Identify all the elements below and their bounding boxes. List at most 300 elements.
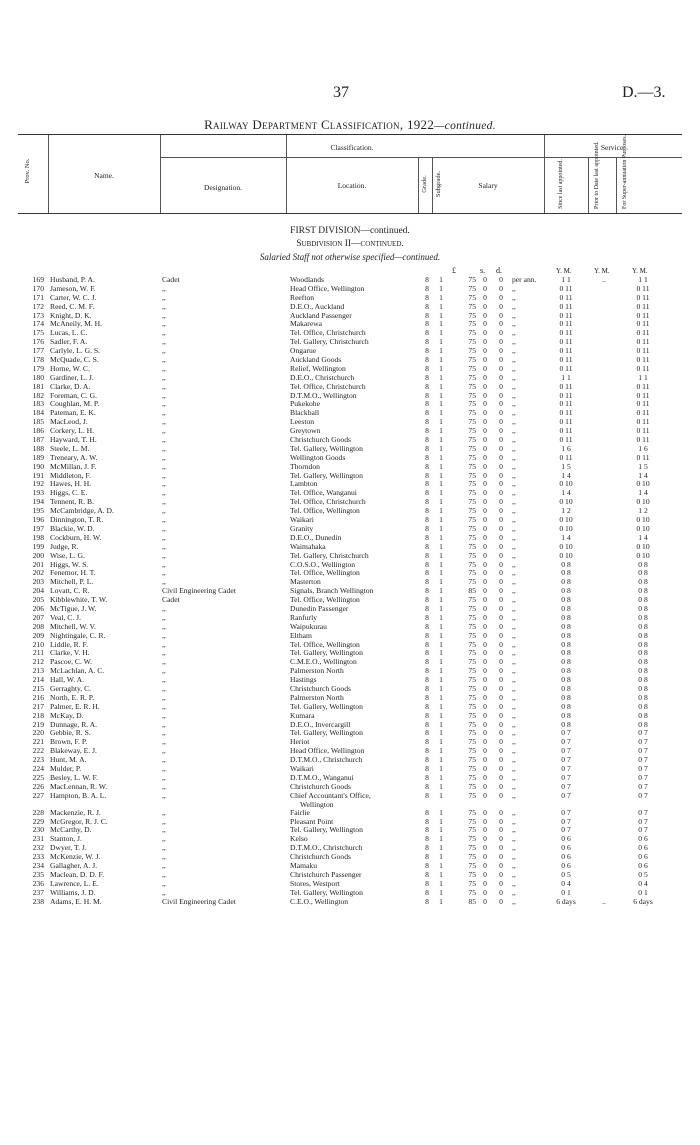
grade: 8 [425,869,429,879]
service-since-last: 0 7 [561,728,571,738]
subgrade: 1 [439,292,443,302]
table-row [0,685,700,694]
subgrade: 1 [439,417,443,427]
salary-shillings: 0 [483,648,487,658]
unit-pence: d. [496,266,502,275]
salary-period: ,, [512,577,516,587]
prov-number: 185 [32,417,44,427]
salary-period: ,, [512,523,516,533]
subgrade: 1 [439,488,443,498]
salary-shillings: 0 [483,816,487,826]
salary-period: ,, [512,746,516,756]
salary-pence: 0 [499,461,503,471]
designation: Civil Engineering Cadet [162,896,236,906]
designation: ,, [162,612,166,622]
grade: 8 [425,834,429,844]
salary-pounds: 75 [468,816,476,826]
salary-shillings: 0 [483,755,487,765]
salary-shillings: 0 [483,657,487,667]
salary-period: per ann. [512,275,537,284]
prov-number: 179 [32,363,44,373]
service-since-last: 0 8 [561,577,571,587]
grade: 8 [425,612,429,622]
salary-pounds: 75 [468,399,476,409]
subgrade: 1 [439,443,443,453]
salary-period: ,, [512,390,516,400]
table-row [0,507,700,516]
staff-table [0,276,700,906]
designation: ,, [162,310,166,320]
subgrade: 1 [439,461,443,471]
service-superannuation: 0 8 [638,692,648,702]
service-superannuation: 0 7 [638,728,648,738]
salary-pounds: 75 [468,310,476,320]
staff-name: Treneary, A. W. [50,452,98,462]
grade: 8 [425,692,429,702]
header-service: Service. [600,143,626,152]
service-superannuation: 0 11 [636,435,650,445]
salary-pounds: 75 [468,461,476,471]
service-superannuation: 6 days [633,896,653,906]
grade: 8 [425,426,429,436]
salary-period: ,, [512,346,516,356]
salary-period: ,, [512,710,516,720]
salary-pounds: 75 [468,426,476,436]
location: D.E.O., Christchurch [290,372,355,382]
salary-period: ,, [512,701,516,711]
service-superannuation: 0 11 [636,417,650,427]
salary-pence: 0 [499,834,503,844]
designation: ,, [162,355,166,365]
table-row [0,889,700,898]
salary-pence: 0 [499,825,503,835]
designation: ,, [162,497,166,507]
salary-period: ,, [512,497,516,507]
salary-period: ,, [512,408,516,418]
prov-number: 180 [32,372,44,382]
location: Tel. Office, Wellington [290,595,360,605]
grade: 8 [425,772,429,782]
service-superannuation: 0 11 [636,328,650,338]
salary-pounds: 75 [468,639,476,649]
grade: 8 [425,852,429,862]
designation: ,, [162,728,166,738]
salary-shillings: 0 [483,710,487,720]
prov-number: 235 [32,869,44,879]
subgrade: 1 [439,666,443,676]
salary-pence: 0 [499,470,503,480]
salary-pounds: 75 [468,683,476,693]
prov-number: 174 [32,319,44,329]
service-superannuation: 1 1 [638,372,648,382]
service-since-last: 0 11 [559,381,573,391]
salary-period: ,, [512,834,516,844]
staff-name: Lovatt, C. R. [50,586,90,596]
subgrade: 1 [439,701,443,711]
service-superannuation: 0 7 [638,746,648,756]
service-superannuation: 0 11 [636,301,650,311]
service-superannuation: 0 10 [636,550,650,560]
salary-pounds: 75 [468,506,476,516]
service-since-last: 0 4 [561,878,571,888]
subgrade: 1 [439,372,443,382]
subgrade: 1 [439,861,443,870]
division-title: FIRST DIVISION—continued. [290,226,410,236]
salary-pence: 0 [499,328,503,338]
location: Christchurch Passenger [290,869,362,879]
staff-name: Higgs, W. S. [50,559,89,569]
salary-pounds: 75 [468,772,476,782]
salary-pounds: 85 [468,586,476,596]
prov-number: 225 [32,772,44,782]
prov-number: 171 [32,292,44,302]
subgrade: 1 [439,541,443,551]
location: Tel. Office, Wanganui [290,488,357,498]
staff-name: Gallagher, A. J. [50,861,98,870]
salary-pounds: 75 [468,825,476,835]
subgrade: 1 [439,834,443,844]
location: Leeston [290,417,315,427]
location: Thorndon [290,461,320,471]
grade: 8 [425,337,429,347]
location: D.E.O., Dunedin [290,532,342,542]
salary-shillings: 0 [483,559,487,569]
subgrade: 1 [439,869,443,879]
grade: 8 [425,816,429,826]
grade: 8 [425,532,429,542]
salary-shillings: 0 [483,515,487,525]
salary-pounds: 75 [468,372,476,382]
designation: ,, [162,666,166,676]
salary-pounds: 75 [468,781,476,791]
service-since-last: 0 7 [561,772,571,782]
salary-shillings: 0 [483,390,487,400]
grade: 8 [425,746,429,756]
staff-name: Mitchell, P. L. [50,577,94,587]
prov-number: 217 [32,701,44,711]
location: Palmerston North [290,692,344,702]
designation: ,, [162,772,166,782]
page-number: 37 [333,84,349,101]
subgrade: 1 [439,355,443,365]
staff-name: McQuade, C. S. [50,355,99,365]
salary-pence: 0 [499,550,503,560]
table-row [0,285,700,294]
location: C.E.O., Wellington [290,896,349,906]
prov-number: 204 [32,586,44,596]
subgrade: 1 [439,328,443,338]
header-divider [616,157,617,213]
salary-shillings: 0 [483,381,487,391]
prov-number: 233 [32,852,44,862]
grade: 8 [425,283,429,293]
salary-pence: 0 [499,408,503,418]
prov-number: 218 [32,710,44,720]
subgrade: 1 [439,532,443,542]
salary-period: ,, [512,790,516,800]
service-superannuation: 0 11 [636,399,650,409]
salary-pounds: 75 [468,852,476,862]
location: Christchurch Goods [290,781,351,791]
salary-period: ,, [512,692,516,702]
location: Tel. Gallery, Wellington [290,648,363,658]
salary-shillings: 0 [483,497,487,507]
subgrade: 1 [439,550,443,560]
header-grade: Grade. [421,175,428,193]
designation: ,, [162,807,166,817]
salary-period: ,, [512,878,516,888]
salary-pence: 0 [499,639,503,649]
location: D.T.M.O., Christchurch [290,755,363,765]
service-since-last: 0 11 [559,346,573,356]
service-since-last: 0 11 [559,399,573,409]
salary-pounds: 75 [468,692,476,702]
salary-pounds: 75 [468,497,476,507]
prov-number: 216 [32,692,44,702]
table-row [0,472,700,481]
service-superannuation: 0 7 [638,772,648,782]
salary-shillings: 0 [483,825,487,835]
location: Granity [290,523,314,533]
location: Waimahaka [290,541,326,551]
location: Hastings [290,675,317,685]
service-since-last: 0 6 [561,843,571,853]
salary-shillings: 0 [483,790,487,800]
salary-period: ,, [512,781,516,791]
salary-period: ,, [512,843,516,853]
service-superannuation: 0 8 [638,639,648,649]
subgrade: 1 [439,746,443,756]
staff-name: Hampton, B. A. L. [50,790,107,800]
service-since-last: 0 10 [559,497,573,507]
service-superannuation: 0 7 [638,755,648,765]
designation: ,, [162,825,166,835]
grade: 8 [425,408,429,418]
salary-period: ,, [512,657,516,667]
designation: ,, [162,755,166,765]
salary-pence: 0 [499,746,503,756]
prov-number: 190 [32,461,44,471]
grade: 8 [425,807,429,817]
subgrade: 1 [439,852,443,862]
service-superannuation: 0 7 [638,737,648,747]
salary-pence: 0 [499,275,503,284]
header-classification: Classification. [330,143,374,152]
subdivision-title: Subdivision II—continued. [296,239,404,249]
prov-number: 189 [32,452,44,462]
salary-period: ,, [512,568,516,578]
prov-number: 198 [32,532,44,542]
salary-shillings: 0 [483,763,487,773]
service-since-last: 0 11 [559,417,573,427]
salary-pounds: 75 [468,541,476,551]
service-superannuation: 0 8 [638,568,648,578]
designation: ,, [162,781,166,791]
table-row [0,569,700,578]
subgrade: 1 [439,283,443,293]
subgrade: 1 [439,408,443,418]
staff-name: McTigue, J. W. [50,603,97,613]
prov-number: 203 [32,577,44,587]
subgrade: 1 [439,595,443,605]
salary-pounds: 75 [468,532,476,542]
salary-shillings: 0 [483,426,487,436]
grade: 8 [425,666,429,676]
designation: ,, [162,639,166,649]
salary-pounds: 75 [468,523,476,533]
table-row [0,392,700,401]
salary-shillings: 0 [483,275,487,284]
salary-pence: 0 [499,355,503,365]
subgrade: 1 [439,452,443,462]
salary-pounds: 75 [468,790,476,800]
salary-period: ,, [512,319,516,329]
salary-pounds: 75 [468,301,476,311]
grade: 8 [425,292,429,302]
prov-number: 223 [32,755,44,765]
header-since-last: Since last appointed. [558,159,564,209]
salary-pounds: 75 [468,559,476,569]
location: Tel. Office, Christchurch [290,328,366,338]
salary-pounds: 75 [468,283,476,293]
salary-pence: 0 [499,399,503,409]
staff-name: Mitchell, W. V. [50,621,96,631]
salary-pence: 0 [499,559,503,569]
service-superannuation: 1 1 [638,275,648,284]
service-since-last: 0 10 [559,523,573,533]
salary-pounds: 75 [468,621,476,631]
staff-name: Hunt, M. A. [50,755,87,765]
staff-name: Coughlan, M. P. [50,399,100,409]
location: D.T.M.O., Wellington [290,390,357,400]
location: Tel. Office, Christchurch [290,497,366,507]
location: Lambton [290,479,318,489]
salary-shillings: 0 [483,461,487,471]
designation: ,, [162,435,166,445]
location: Ongarue [290,346,317,356]
location: Heriot [290,737,310,747]
salary-pence: 0 [499,541,503,551]
service-superannuation: 0 11 [636,346,650,356]
salary-pounds: 75 [468,648,476,658]
prov-number: 226 [32,781,44,791]
grade: 8 [425,506,429,516]
service-since-last: 0 7 [561,807,571,817]
subgrade: 1 [439,781,443,791]
prov-number: 169 [32,275,44,284]
salary-shillings: 0 [483,479,487,489]
service-superannuation: 1 4 [638,470,648,480]
grade: 8 [425,896,429,906]
service-superannuation: 0 8 [638,657,648,667]
grade: 8 [425,301,429,311]
location: Tel. Office, Wellington [290,568,360,578]
service-since-last: 0 8 [561,595,571,605]
grade: 8 [425,381,429,391]
prov-number: 224 [32,763,44,773]
salary-pence: 0 [499,346,503,356]
service-superannuation: 0 7 [638,807,648,817]
subgrade: 1 [439,346,443,356]
salary-shillings: 0 [483,541,487,551]
salary-period: ,, [512,755,516,765]
salary-shillings: 0 [483,852,487,862]
salary-period: ,, [512,292,516,302]
service-since-last: 0 8 [561,683,571,693]
designation: ,, [162,675,166,685]
staff-name: Maclean, D. D. F. [50,869,105,879]
table-row [0,418,700,427]
salary-pounds: 75 [468,417,476,427]
salary-shillings: 0 [483,666,487,676]
service-since-last: 1 4 [561,470,571,480]
subgrade: 1 [439,657,443,667]
location: Wellington Goods [290,452,346,462]
location: Christchurch Goods [290,683,351,693]
service-since-last: 0 7 [561,790,571,800]
salary-period: ,, [512,372,516,382]
salary-pounds: 75 [468,363,476,373]
grade: 8 [425,648,429,658]
staff-name: Clarke, V. H. [50,648,90,658]
prov-number: 215 [32,683,44,693]
staff-name: MacLennan, R. W. [50,781,108,791]
subgrade: 1 [439,559,443,569]
subgrade: 1 [439,319,443,329]
designation: ,, [162,292,166,302]
grade: 8 [425,523,429,533]
header-name: Name. [94,171,114,180]
header-superannuation: For Super-annuation Purposes. [622,134,628,209]
grade: 8 [425,310,429,320]
grade: 8 [425,319,429,329]
grade: 8 [425,763,429,773]
location: Fairlie [290,807,310,817]
grade: 8 [425,887,429,897]
salary-pence: 0 [499,523,503,533]
subgrade: 1 [439,772,443,782]
service-since-last: 0 8 [561,612,571,622]
salary-pence: 0 [499,648,503,658]
salary-pence: 0 [499,363,503,373]
designation: ,, [162,479,166,489]
salary-period: ,, [512,612,516,622]
salary-pence: 0 [499,301,503,311]
designation: ,, [162,683,166,693]
designation: ,, [162,390,166,400]
designation: ,, [162,443,166,453]
salary-shillings: 0 [483,328,487,338]
salary-period: ,, [512,417,516,427]
service-since-last: 0 8 [561,710,571,720]
staff-name: Jameson, W. F. [50,283,96,293]
grade: 8 [425,550,429,560]
salary-pence: 0 [499,532,503,542]
location: Christchurch Goods [290,852,351,862]
salary-period: ,, [512,452,516,462]
service-since-last: 1 4 [561,488,571,498]
location: Mamaku [290,861,317,870]
grade: 8 [425,346,429,356]
salary-period: ,, [512,443,516,453]
subgrade: 1 [439,523,443,533]
service-superannuation: 0 10 [636,523,650,533]
location: Tel. Gallery, Wellington [290,470,363,480]
salary-period: ,, [512,763,516,773]
title-main: Railway Department Classification, 1922 [204,117,435,132]
salary-pence: 0 [499,781,503,791]
salary-period: ,, [512,621,516,631]
